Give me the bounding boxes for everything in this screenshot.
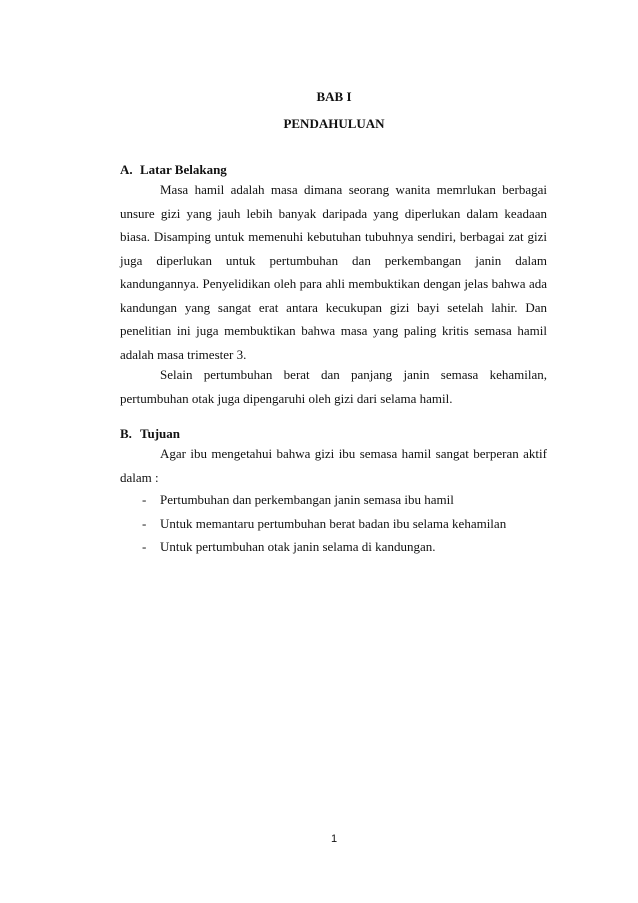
section-a-paragraph-1-text: Masa hamil adalah masa dimana seorang wanita memrlukan berbagai unsure gizi yang jauh lebih banyak daripada yang diperlukan dalam keadaan biasa. Disamping untuk memenuhi kebutuhan tubuhnya sendiri, berbagai zat gizi juga diperlukan untuk pertumbuhan dan perkembangan janin dalam kandungannya. Penyelidikan oleh para ahli membuktikan dengan jelas bahwa ada kandungan yang sangat erat antara kecukupan gizi bayi setelah lahir. Dan penelitian ini juga membuktikan bahwa masa yang paling kritis semasa hamil adalah masa trimester 3. <box>120 182 547 362</box>
section-b-heading <box>120 426 180 442</box>
objectives-list <box>120 488 547 559</box>
chapter-label: BAB I <box>316 89 352 104</box>
section-a-paragraph-2 <box>120 363 547 410</box>
list-item-text: Pertumbuhan dan perkembangan janin semasa ibu hamil <box>160 492 454 507</box>
bullet-dash: - <box>142 539 147 554</box>
list-item-text: Untuk pertumbuhan otak janin selama di kandungan. <box>160 539 436 554</box>
bullet-dash: - <box>142 492 147 507</box>
section-a-title: Latar Belakang <box>140 162 227 177</box>
list-item <box>120 488 547 512</box>
section-a-paragraph-1 <box>120 178 547 366</box>
section-b-paragraph-1 <box>120 442 547 489</box>
section-a-paragraph-2-text: Selain pertumbuhan berat dan panjang janin semasa kehamilan, pertumbuhan otak juga dipengaruhi oleh gizi dari selama hamil. <box>120 367 547 406</box>
bullet-dash: - <box>142 515 147 531</box>
section-b-letter: B. <box>120 426 132 441</box>
list-item-text: Untuk memantaru pertumbuhan berat badan ibu selama kehamilan <box>160 515 507 531</box>
section-b-paragraph-1-text: Agar ibu mengetahui bahwa gizi ibu semasa hamil sangat berperan aktif dalam : <box>120 446 547 485</box>
page-number: 1 <box>330 833 338 845</box>
section-b-title: Tujuan <box>140 426 180 441</box>
list-item <box>120 535 547 559</box>
chapter-title: PENDAHULUAN <box>283 116 385 131</box>
section-a-heading <box>120 162 227 178</box>
section-a-letter: A. <box>120 162 133 177</box>
list-item <box>120 512 547 536</box>
